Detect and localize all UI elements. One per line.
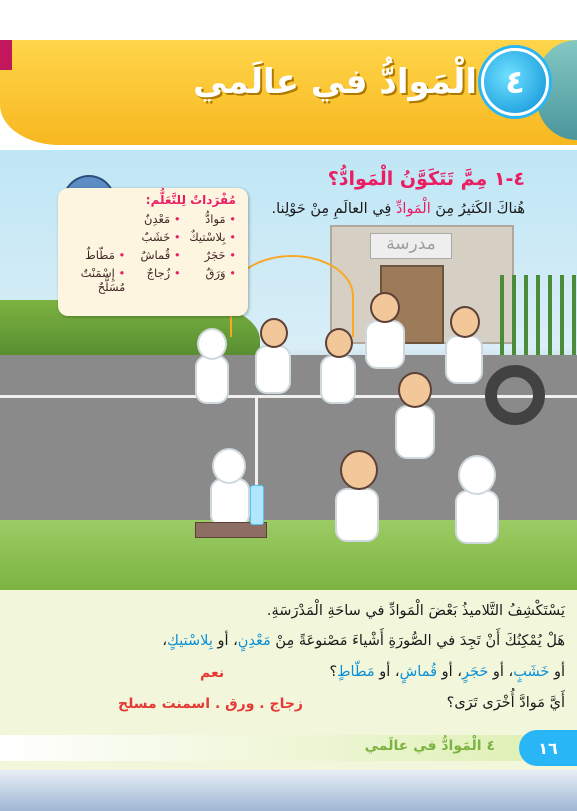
- keyword-rubber: مَطّاطٍ: [337, 664, 375, 680]
- child-figure: [195, 355, 229, 404]
- green-fence: [500, 275, 577, 355]
- question-text: ، أو: [212, 633, 238, 649]
- page-number-badge: [519, 730, 577, 766]
- vocab-item: • بِلاسْتيكٌ: [181, 230, 236, 244]
- page-tab-marker: [0, 40, 12, 70]
- question-text: ،: [162, 633, 168, 649]
- child-figure: [365, 320, 405, 369]
- handwritten-answer-yes: نعم: [200, 665, 225, 681]
- lesson-title: ٤-١ مِمَّ تَتَكَوَّنُ الْمَوادُّ؟: [327, 168, 525, 190]
- question-line-1: يَسْتَكْشِفُ التَّلاميذُ بَعْضَ الْمَوادِّ في ساحَةِ الْمَدْرَسَةِ.: [266, 603, 565, 619]
- question-line-2: [162, 633, 565, 649]
- keyword-wood: خَشَبٍ: [513, 664, 550, 680]
- chapter-title: الْمَوادُّ في عالَمي: [193, 62, 477, 102]
- vocab-item: • حَجَرٌ: [181, 248, 236, 262]
- child-head: [197, 328, 227, 360]
- vocab-item: • قُماشٌ: [125, 248, 180, 262]
- vocab-item: • زُجاجٌ: [125, 266, 180, 294]
- keyword-plastic: بِلاسْتيكٍ: [167, 633, 213, 649]
- keyword-metal: مَعْدِنٍ: [237, 633, 271, 649]
- footer-chapter-number: ٤: [486, 738, 495, 754]
- child-head: [370, 292, 400, 323]
- child-head: [398, 372, 432, 408]
- vocab-item: • مَعْدِنٌ: [125, 212, 180, 226]
- lesson-text-part: فِي العالَمِ مِنْ حَوْلِنا.: [271, 201, 396, 217]
- question-text: ، أو: [488, 664, 514, 680]
- page-number: ١٦: [538, 738, 558, 758]
- chapter-number-badge: [481, 48, 549, 116]
- vocab-item: • وَرَقٌ: [181, 266, 236, 294]
- child-head: [340, 450, 378, 490]
- child-head: [260, 318, 288, 348]
- question-text: ، أو: [374, 664, 400, 680]
- school-sign: مدرسة: [370, 233, 452, 259]
- vocab-item: • مَطّاطٌ: [70, 248, 125, 262]
- footer-chapter-title: الْمَوادُّ في عالَمي: [364, 738, 482, 754]
- vocabulary-card: [58, 188, 248, 316]
- handwritten-answer-materials: زجاج . ورق . اسمنت مسلح: [118, 696, 303, 712]
- lesson-text-part: هُناكَ الكَثيرُ مِنَ: [430, 201, 525, 217]
- child-figure: [255, 345, 291, 394]
- lesson-intro: [271, 201, 525, 217]
- bottom-margin: [0, 770, 577, 811]
- vocab-item: • خَشَبٌ: [125, 230, 180, 244]
- child-head: [212, 448, 246, 484]
- keyword-materials: الْمَوادِّ: [395, 201, 431, 217]
- question-text: ؟: [329, 664, 338, 680]
- child-figure: [335, 488, 379, 542]
- keyword-stone: حَجَرٍ: [461, 664, 489, 680]
- skipping-rope: [230, 255, 354, 337]
- child-head: [325, 328, 353, 358]
- vocabulary-title: مُفْرَداتٌ لِلتَّعَلُّم:: [145, 193, 236, 207]
- water-bottle: [250, 485, 264, 525]
- child-head: [458, 455, 496, 495]
- vocabulary-list: [70, 212, 236, 294]
- vocab-item: • مَوادُّ: [181, 212, 236, 226]
- question-line-3: [329, 664, 565, 680]
- child-figure: [210, 478, 250, 527]
- keyword-fabric: قُماشٍ: [399, 664, 438, 680]
- child-head: [450, 306, 480, 338]
- child-figure: [455, 490, 499, 544]
- child-figure: [320, 355, 356, 404]
- question-text: ، أو: [437, 664, 462, 680]
- child-figure: [445, 335, 483, 384]
- question-line-4: أَيَّ مَوادَّ أُخْرَى تَرَى؟: [446, 695, 565, 711]
- question-text: أو: [549, 664, 565, 680]
- top-margin: [0, 0, 577, 40]
- child-figure: [395, 405, 435, 459]
- question-text: هَلْ يُمْكِنُكَ أَنْ تَجِدَ في الصُّورَةِ أَشْياءَ مَصْنوعَةً مِنْ: [270, 633, 565, 649]
- chapter-number: ٤: [505, 63, 525, 101]
- tyre-swing: [485, 365, 545, 425]
- footer-chapter: [365, 738, 495, 754]
- vocab-item: • إِسْمَنْتٌ مُسَلَّحٌ: [70, 266, 125, 294]
